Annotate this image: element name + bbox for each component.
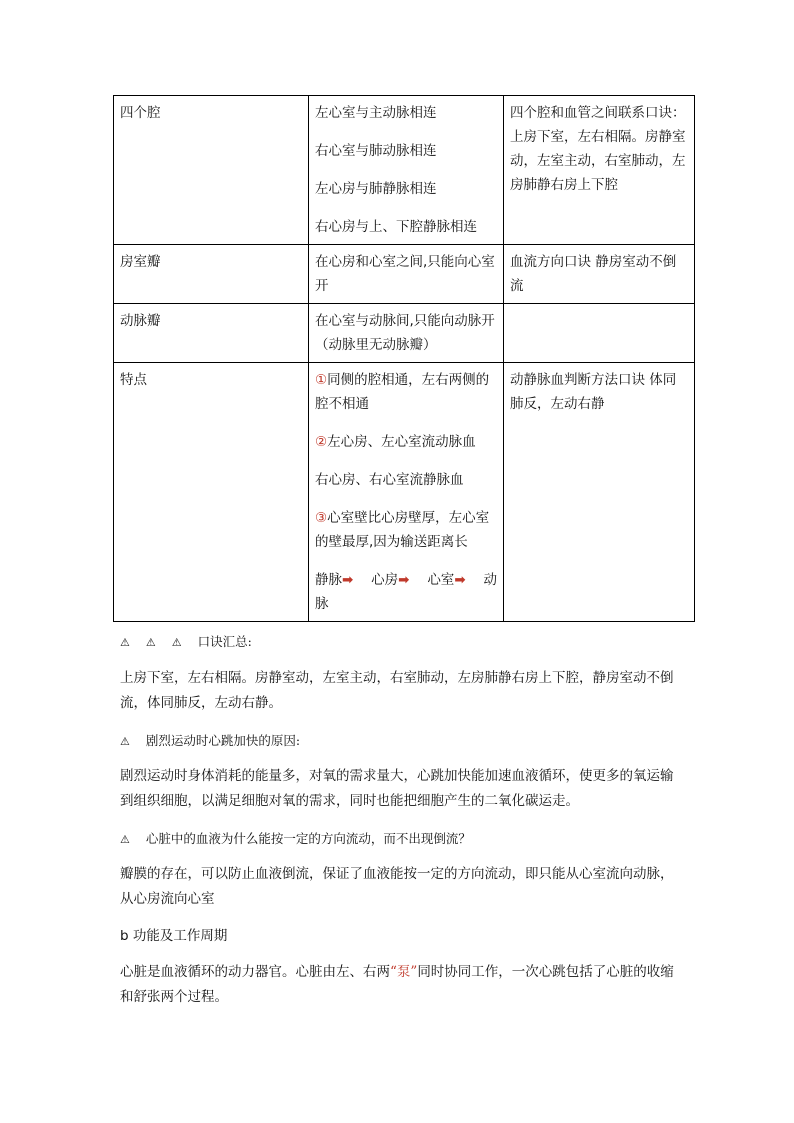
blood-flow-sequence: [315, 568, 497, 616]
feature-number: ①: [315, 372, 328, 388]
feature-text: 左心房、左心室流动脉血: [327, 434, 476, 450]
table-row: [114, 245, 695, 304]
arrow-right-icon: ➡: [342, 572, 354, 588]
description-line: 左心室与主动脉相连: [315, 105, 437, 121]
warning-triangle-icon: ⚠: [120, 636, 130, 649]
q1-heading: [120, 728, 680, 754]
description-line: 左心房与肺静脉相连: [315, 181, 437, 197]
flow-step: 静脉: [315, 572, 342, 588]
feature-3: [315, 506, 497, 554]
heart-structure-table: [113, 95, 695, 622]
table-row: [114, 363, 695, 622]
row-description: [309, 96, 504, 245]
pump-quote: “泵”: [390, 964, 418, 980]
row-label: 四个腔: [114, 96, 309, 245]
feature-2b: 右心房、右心室流静脉血: [315, 472, 464, 488]
row-description: [309, 363, 504, 622]
q1-title: 剧烈运动时心跳加快的原因:: [145, 733, 301, 748]
row-label: 房室瓣: [114, 245, 309, 304]
flow-step: 心室: [427, 572, 455, 588]
row-mnemonic: 血流方向口诀 静房室动不倒流: [504, 245, 695, 304]
description-line: 右心室与肺动脉相连: [315, 143, 437, 159]
table-row: [114, 96, 695, 245]
q2-answer: 瓣膜的存在，可以防止血液倒流，保证了血液能按一定的方向流动，即只能从心室流向动脉，从心房流向心室: [120, 866, 674, 907]
row-mnemonic: 动静脉血判断方法口诀 体同肺反，左动右静: [504, 363, 695, 622]
row-label: 动脉瓣: [114, 304, 309, 363]
row-label: 特点: [114, 363, 309, 622]
feature-number: ②: [315, 434, 328, 450]
warning-triangle-icon: ⚠: [145, 636, 156, 649]
section-b-text: 心脏是血液循环的动力器官。心脏由左、右两“泵”同时协同工作，一次心跳包括了心脏的收缩和舒张两个过程。: [120, 964, 674, 1005]
feature-1: [315, 368, 497, 416]
q2-heading: [120, 826, 680, 852]
feature-text: 心室壁比心房壁厚，左心室的壁最厚,因为输送距离长: [315, 510, 490, 550]
warning-triangle-icon: ⚠: [120, 833, 130, 846]
row-mnemonic: 四个腔和血管之间联系口诀：上房下室，左右相隔。房静室动，左室主动，右室肺动，左房肺静右房上下腔: [504, 96, 695, 245]
flow-step: 心房: [371, 572, 399, 588]
description-line: 右心房与上、下腔静脉相连: [315, 219, 477, 235]
arrow-right-icon: ➡: [454, 572, 466, 588]
section-b-heading: b 功能及工作周期: [120, 928, 228, 944]
summary-title: 口诀汇总:: [197, 634, 252, 649]
feature-text: 同侧的腔相通，左右两侧的腔不相通: [315, 372, 490, 412]
q1-answer: 剧烈运动时身体消耗的能量多，对氧的需求量大，心跳加快能加速血液循环，使更多的氧运输到组织细胞，以满足细胞对氧的需求，同时也能把细胞产生的二氧化碳运走。: [120, 768, 674, 809]
summary-heading: [120, 629, 680, 655]
flow-step-tail: 脉: [315, 596, 329, 612]
feature-2: [315, 430, 497, 454]
q2-title: 心脏中的血液为什么能按一定的方向流动，而不出现倒流？: [145, 831, 471, 846]
summary-text: 上房下室，左右相隔。房静室动，左室主动，右室肺动，左房肺静右房上下腔，静房室动不倒流，体同肺反，左动右静。: [120, 670, 674, 711]
row-description: 在心房和心室之间,只能向心室开: [309, 245, 504, 304]
row-mnemonic: [504, 304, 695, 363]
arrow-right-icon: ➡: [398, 572, 410, 588]
warning-triangle-icon: ⚠: [171, 636, 182, 649]
feature-number: ③: [315, 510, 328, 526]
row-description: 在心室与动脉间,只能向动脉开（动脉里无动脉瓣）: [309, 304, 504, 363]
flow-step: 动: [483, 572, 497, 588]
warning-triangle-icon: ⚠: [120, 735, 130, 748]
table-row: [114, 304, 695, 363]
